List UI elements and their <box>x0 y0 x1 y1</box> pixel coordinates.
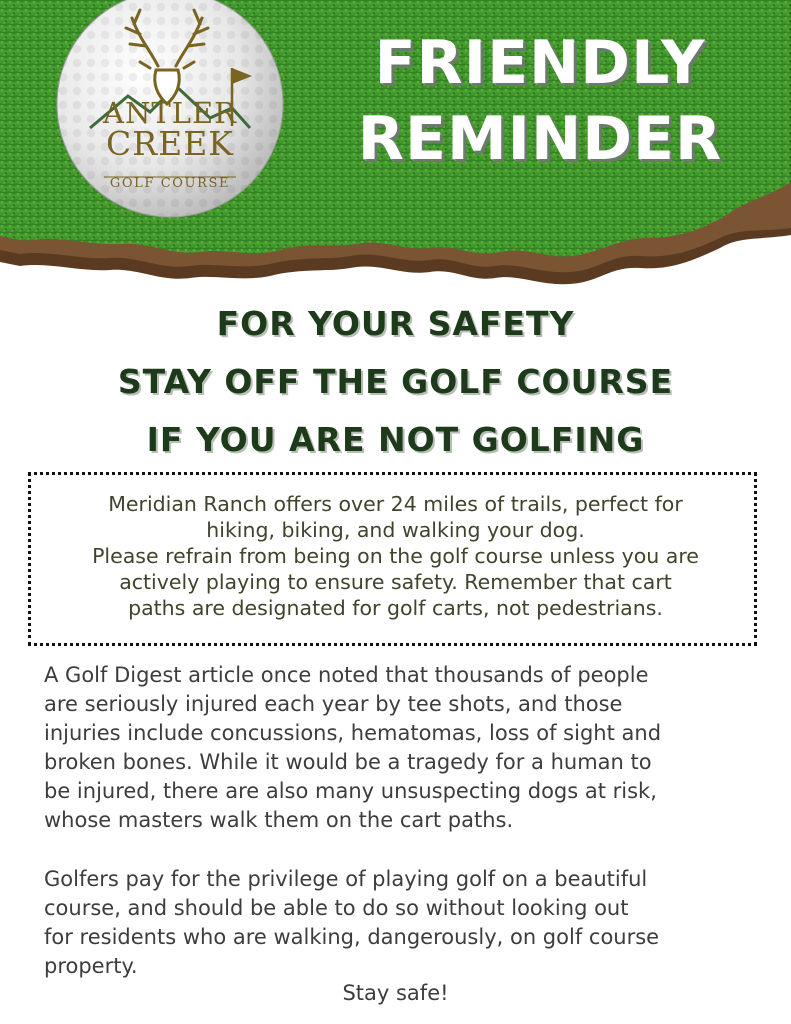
notice-line: actively playing to ensure safety. Remember that cart <box>119 570 672 594</box>
paragraph-line: property. <box>44 954 138 978</box>
golf-digest-paragraph <box>44 661 764 835</box>
paragraph-line: for residents who are walking, dangerously, on golf course <box>44 925 660 949</box>
notice-line: hiking, biking, and walking your dog. <box>206 518 585 542</box>
notice-line: Please refrain from being on the golf course unless you are <box>92 544 699 568</box>
paragraph-line: whose masters walk them on the cart paths. <box>44 808 514 832</box>
signoff-text: Stay safe! <box>342 981 449 1005</box>
paragraph-line: be injured, there are also many unsuspecting dogs at risk, <box>44 779 657 803</box>
grass-hero-banner <box>0 0 791 300</box>
logo-name-line1: ANTLER <box>103 96 237 130</box>
safety-heading-line1: FOR YOUR SAFETY <box>216 304 575 343</box>
paragraph-line: Golfers pay for the privilege of playing golf on a beautiful <box>44 867 648 891</box>
paragraph-line: injuries include concussions, hematomas, loss of sight and <box>44 721 662 745</box>
paragraph-line: broken bones. While it would be a tragedy for a human to <box>44 750 652 774</box>
paragraph-line: course, and should be able to do so without looking out <box>44 896 629 920</box>
notice-line: Meridian Ranch offers over 24 miles of trails, perfect for <box>108 492 683 516</box>
paragraph-line: A Golf Digest article once noted that thousands of people <box>44 663 649 687</box>
safety-heading-line2: STAY OFF THE GOLF COURSE <box>117 362 674 401</box>
safety-heading-line3: IF YOU ARE NOT GOLFING <box>146 420 645 459</box>
notice-line: paths are designated for golf carts, not pedestrians. <box>128 596 663 620</box>
logo-subtitle: GOLF COURSE <box>109 176 231 191</box>
golfers-paragraph <box>44 865 764 981</box>
notice-text <box>31 491 760 621</box>
headline-friendly: FRIENDLY <box>374 28 706 98</box>
logo-name-line2: CREEK <box>106 124 234 163</box>
trails-notice-box <box>28 472 757 646</box>
paragraph-line: are seriously injured each year by tee shots, and those <box>44 692 623 716</box>
headline-reminder: REMINDER <box>357 104 723 174</box>
antler-creek-logo <box>56 0 284 214</box>
